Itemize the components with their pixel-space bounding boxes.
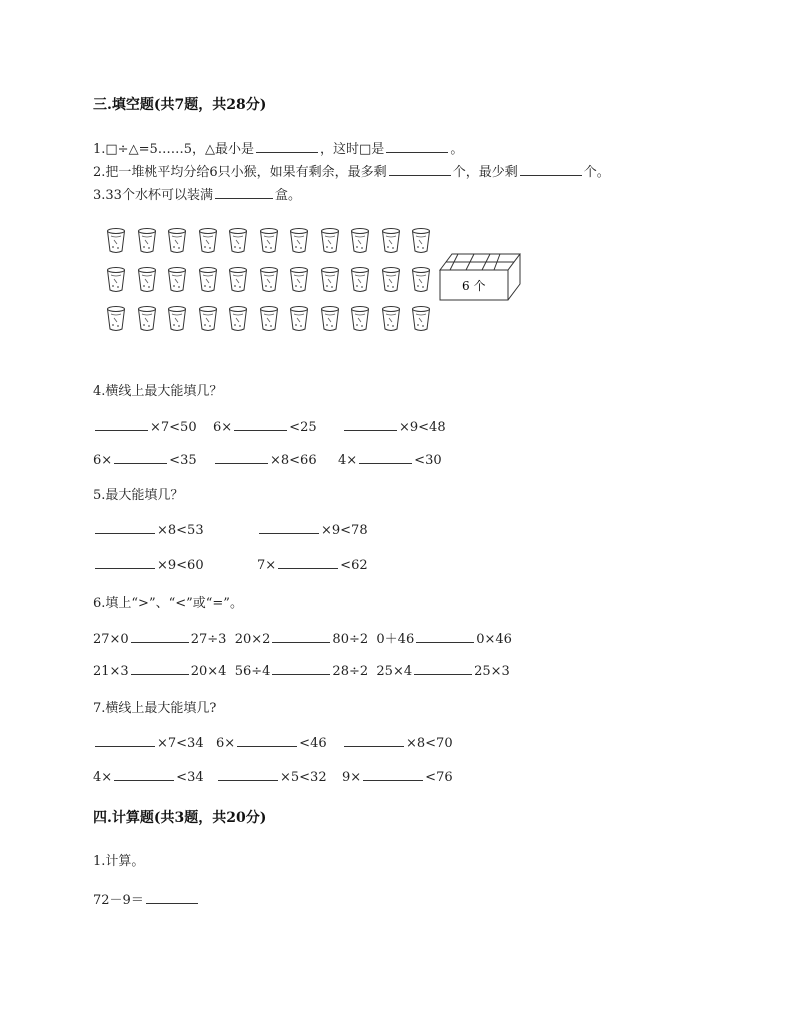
q4-text: ×9<48 [399,420,446,435]
cup-icon [289,266,309,293]
cup-icon [228,266,248,293]
q7-text: ×8<70 [406,736,453,751]
cup-icon [381,227,401,254]
cup-icon [411,305,431,332]
q7-text: <76 [425,770,453,785]
calc-blank[interactable] [146,891,198,904]
q7-blank[interactable] [237,734,297,747]
cup-icon [259,227,279,254]
q7-row-2b [216,768,327,785]
q7-blank[interactable] [363,768,423,781]
section4-title: 四.计算题(共3题，共20分) [93,810,267,826]
q7-row-1c [342,734,453,751]
q5-text: ×9<60 [157,558,204,573]
cup-icon [106,227,126,254]
cup-icon [198,227,218,254]
q6-expr: 0×46 [476,632,512,647]
q3-blank[interactable] [215,186,273,199]
cup-icon [137,266,157,293]
cup-icon [259,266,279,293]
q6-expr: 25×4 [376,664,413,679]
q6-blank[interactable] [272,662,330,675]
section3-title: 三.填空题(共7题，共28分) [93,97,267,113]
q5-text: ×9<78 [321,523,368,538]
cup-icon [198,305,218,332]
q5-title: 5.最大能填几？ [93,488,184,503]
cup-box-outline [440,254,520,300]
q6-expr: 56÷4 [234,664,271,679]
cup-icon [320,305,340,332]
q7-text: ×7<34 [157,736,204,751]
calc-expr-1 [93,889,200,908]
q6-row-2 [93,662,510,679]
cup-icon [198,266,218,293]
cup-icon [381,305,401,332]
q4-text: 4× [338,453,358,468]
q7-blank[interactable] [218,768,278,781]
cup-icon [106,266,126,293]
q7-text: <34 [176,770,204,785]
cup-icon [320,266,340,293]
q7-row-1b [216,734,327,751]
q5-blank[interactable] [259,521,319,534]
cup-icon [137,227,157,254]
cup-box-label: 6 个 [462,279,486,293]
cup-icon [167,227,187,254]
cup-icon [381,266,401,293]
q6-expr: 27×0 [93,632,129,647]
q6-expr: 80÷2 [332,632,369,647]
q5-row-1b [257,521,368,538]
q5-blank[interactable] [95,556,155,569]
q6-expr: 25×3 [474,664,510,679]
q6-title: 6.填上“>”、“<”或“=”。 [93,596,243,611]
q7-title: 7.横线上最大能填几? [93,701,217,716]
calc-title: 1.计算。 [93,854,145,869]
q4-row-2b [213,451,317,468]
q5-blank[interactable] [95,521,155,534]
cup-icon [289,305,309,332]
cup-icon [350,227,370,254]
question-1 [93,138,463,157]
question-2 [93,161,610,180]
question-3 [93,184,301,203]
q4-blank[interactable] [359,451,412,464]
q4-text: ×7<50 [150,420,197,435]
q5-row-2b [257,556,368,573]
q1-text-a: 1.□÷△=5……5，△最小是 [93,142,255,157]
q4-row-1b [213,418,317,435]
q7-text: <46 [299,736,327,751]
q6-expr: 21×3 [93,664,129,679]
q6-expr: 20×4 [190,664,227,679]
cup-icon [167,305,187,332]
q4-blank[interactable] [215,451,268,464]
q4-text: <25 [289,420,317,435]
q7-blank[interactable] [95,734,155,747]
q1-blank-2[interactable] [386,140,448,153]
cup-icon [411,266,431,293]
cup-icon [228,227,248,254]
q2-blank-1[interactable] [389,163,451,176]
q6-blank[interactable] [416,630,474,643]
cup-icon [320,227,340,254]
q4-title: 4.横线上最大能填几？ [93,384,223,399]
q4-row-2a [93,451,197,468]
cup-icon [228,305,248,332]
q4-row-1c [342,418,446,435]
q4-row-1 [93,418,197,435]
q6-expr: 20×2 [234,632,271,647]
q7-text: ×5<32 [280,770,327,785]
q6-blank[interactable] [131,630,189,643]
q2-text-a: 2.把一堆桃平均分给6只小猴，如果有剩余，最多剩 [93,165,387,180]
q5-text: 7× [257,558,277,573]
q4-blank[interactable] [234,418,287,431]
cup-icon [137,305,157,332]
q4-text: 6× [93,453,113,468]
cup-icon [259,305,279,332]
q5-row-1a [93,521,204,538]
q5-row-2a [93,556,204,573]
q4-row-2c [338,451,442,468]
q6-expr: 0＋46 [376,632,415,647]
cup-icon [167,266,187,293]
q4-text: <35 [169,453,197,468]
q6-blank[interactable] [272,630,330,643]
q7-row-2c [342,768,453,785]
q2-text-c: 个。 [583,165,610,180]
q5-text: <62 [340,558,368,573]
q5-text: ×8<53 [157,523,204,538]
q7-blank[interactable] [344,734,404,747]
q4-text: <30 [414,453,442,468]
cup-icon [411,227,431,254]
cup-icon [289,227,309,254]
cup-icon [350,305,370,332]
q7-text: 4× [93,770,113,785]
q4-blank[interactable] [114,451,167,464]
q3-text-a: 3.33个水杯可以装满 [93,188,213,203]
q5-blank[interactable] [278,556,338,569]
cup-icon [106,305,126,332]
q7-blank[interactable] [114,768,174,781]
q4-text: 6× [213,420,233,435]
q4-text: ×8<66 [270,453,317,468]
q7-row-1a [93,734,204,751]
q6-row-1 [93,628,512,647]
q1-blank-1[interactable] [256,140,318,153]
q2-blank-2[interactable] [520,163,582,176]
q1-text-c: 。 [450,142,464,157]
q4-blank[interactable] [344,418,397,431]
q6-blank[interactable] [131,662,189,675]
calc-expr-text: 72－9＝ [93,893,144,908]
cup-box [438,248,522,304]
q7-row-2a [93,768,204,785]
cup-icon [350,266,370,293]
q6-blank[interactable] [414,662,472,675]
q4-blank[interactable] [95,418,148,431]
q2-text-b: 个，最少剩 [452,165,518,180]
q7-text: 6× [216,736,236,751]
q6-expr: 27÷3 [190,632,227,647]
q3-text-b: 盒。 [274,188,301,203]
q6-expr: 28÷2 [332,664,369,679]
q7-text: 9× [342,770,362,785]
q1-text-b: ，这时□是 [320,142,385,157]
